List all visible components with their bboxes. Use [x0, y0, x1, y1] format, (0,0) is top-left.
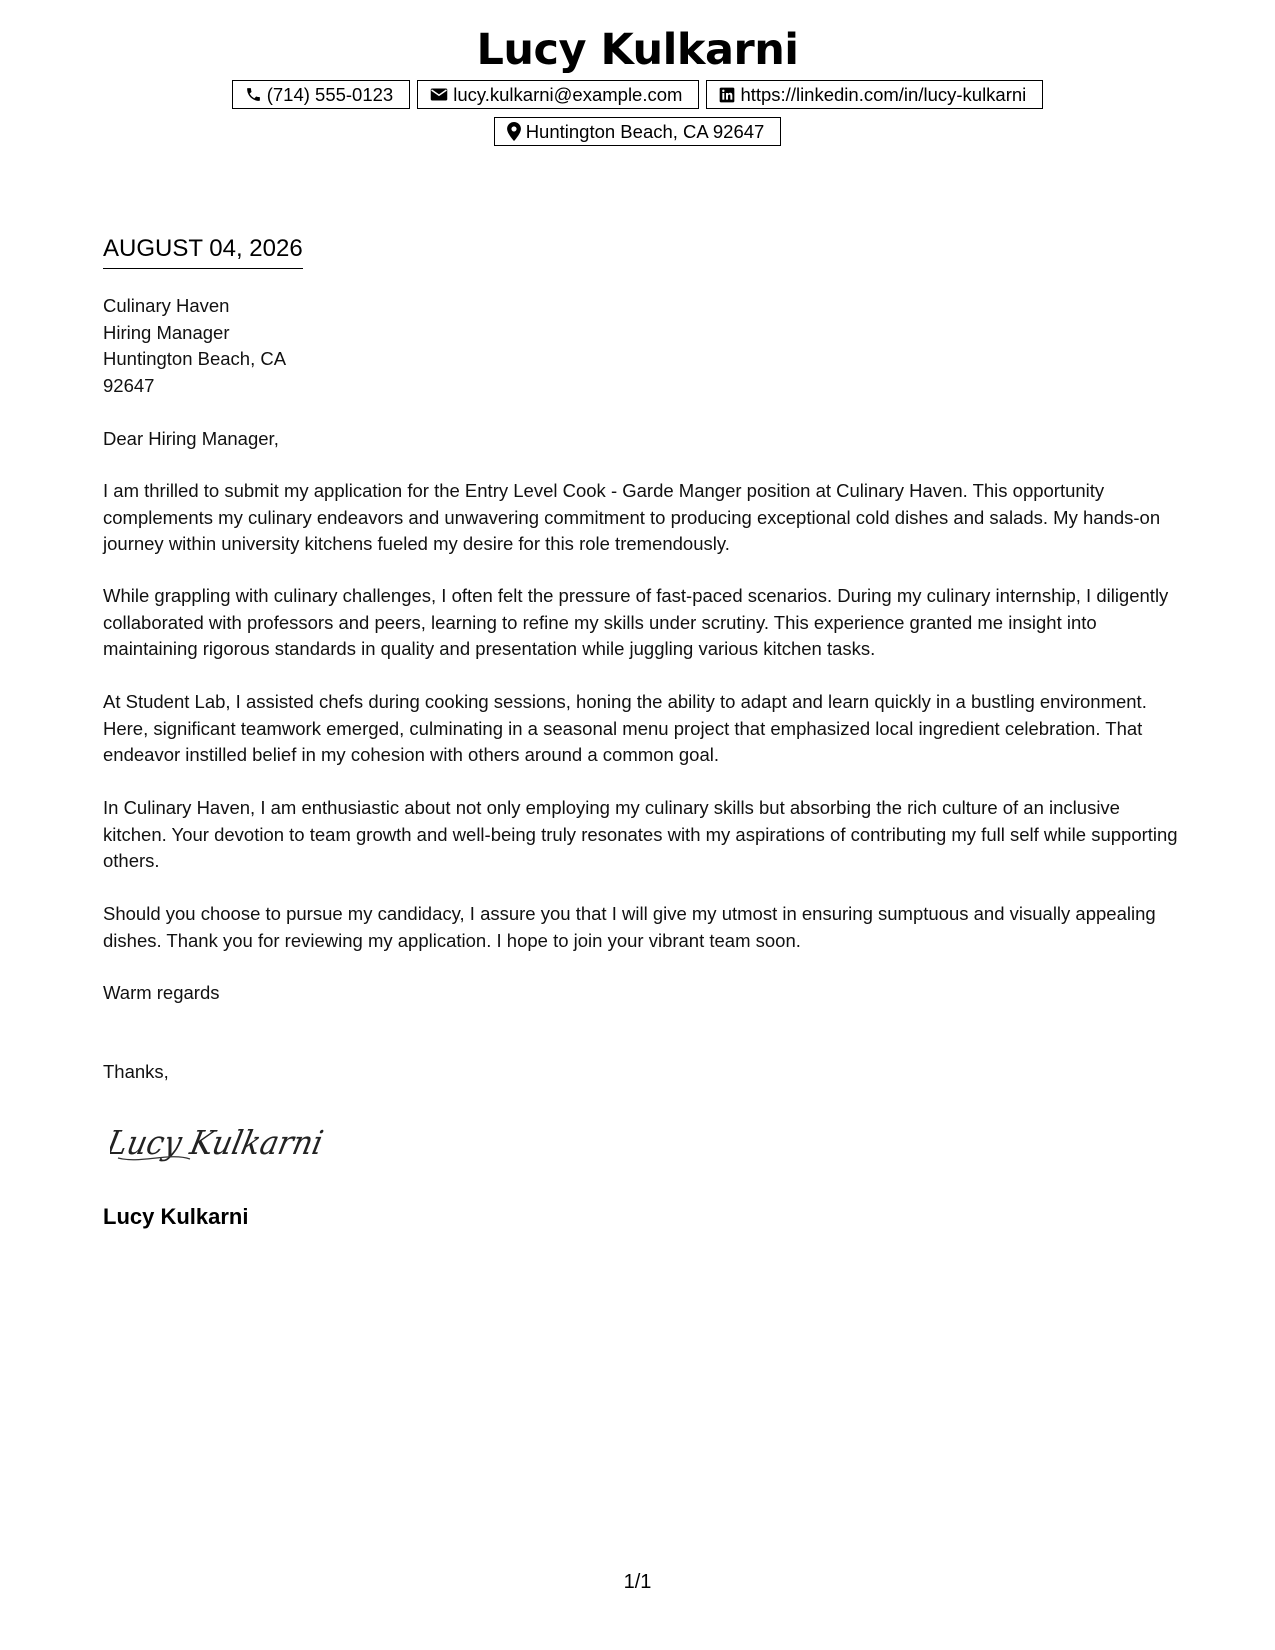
email-address: lucy.kulkarni@example.com [453, 83, 683, 105]
svg-text:Lucy Kulkarni: Lucy Kulkarni [110, 1123, 346, 1162]
handwritten-signature [110, 1112, 350, 1177]
recipient-block [103, 293, 286, 399]
salutation: Dear Hiring Manager, [103, 428, 279, 449]
linkedin-url: https://linkedin.com/in/lucy-kulkarni [740, 83, 1027, 105]
contact-info-row-2 [0, 117, 1275, 146]
body-paragraph-3: At Student Lab, I assisted chefs during cooking sessions, honing the ability to adapt and learn quickly in a bustling environment. Here, significant teamwork emerged, culminating in a seasonal menu project that emphasized local ingredient celebration. That endeavor instilled belief in my cohesion with others around a common goal. [103, 691, 1147, 765]
linkedin-chip[interactable] [706, 80, 1043, 109]
body-paragraph-5: Should you choose to pursue my candidacy, I assure you that I will give my utmost in ensuring sumptuous and visually appealing dishes. Thank you for reviewing my application. I hope to join your vibrant team soon. [103, 903, 1156, 951]
body-paragraph-4: In Culinary Haven, I am enthusiastic about not only employing my culinary skills but absorbing the rich culture of an inclusive kitchen. Your devotion to team growth and well-being truly resonates with my aspirations of contributing my full self while supporting others. [103, 797, 1178, 871]
recipient-city: Huntington Beach, CA [103, 348, 287, 369]
phone-icon [245, 86, 262, 103]
letter-date: AUGUST 04, 2026 [103, 232, 303, 269]
signer-name: Lucy Kulkarni [103, 1204, 249, 1229]
thanks-line: Thanks, [103, 1061, 169, 1082]
envelope-icon [430, 87, 448, 102]
page-indicator: 1/1 [623, 1571, 652, 1593]
linkedin-icon [719, 87, 735, 103]
recipient-zip: 92647 [103, 374, 155, 396]
phone-number: (714) 555-0123 [266, 83, 394, 105]
location-chip [494, 117, 782, 146]
phone-chip[interactable] [232, 80, 411, 109]
body-paragraph-2: While grappling with culinary challenges, I often felt the pressure of fast-paced scenarios. During my culinary internship, I diligently collaborated with professors and peers, learning to refine my skills under scrutiny. This experience granted me insight into maintaining rigorous standards in quality and presentation while juggling various kitchen tasks. [103, 585, 1169, 659]
recipient-company: Culinary Haven [103, 295, 230, 316]
email-chip[interactable] [417, 80, 699, 109]
location-text: Huntington Beach, CA 92647 [525, 120, 765, 142]
body-paragraph-1: I am thrilled to submit my application for the Entry Level Cook - Garde Manger position at Culinary Haven. This opportunity complements my culinary endeavors and unwavering commitment to producing exceptional cold dishes and salads. My hands-on journey within university kitchens fueled my desire for this role tremendously. [103, 480, 1161, 554]
closing-line: Warm regards [103, 982, 220, 1003]
recipient-title: Hiring Manager [103, 321, 230, 343]
contact-info-row [0, 80, 1275, 109]
applicant-name: Lucy Kulkarni [476, 25, 799, 75]
map-pin-icon [507, 122, 521, 141]
